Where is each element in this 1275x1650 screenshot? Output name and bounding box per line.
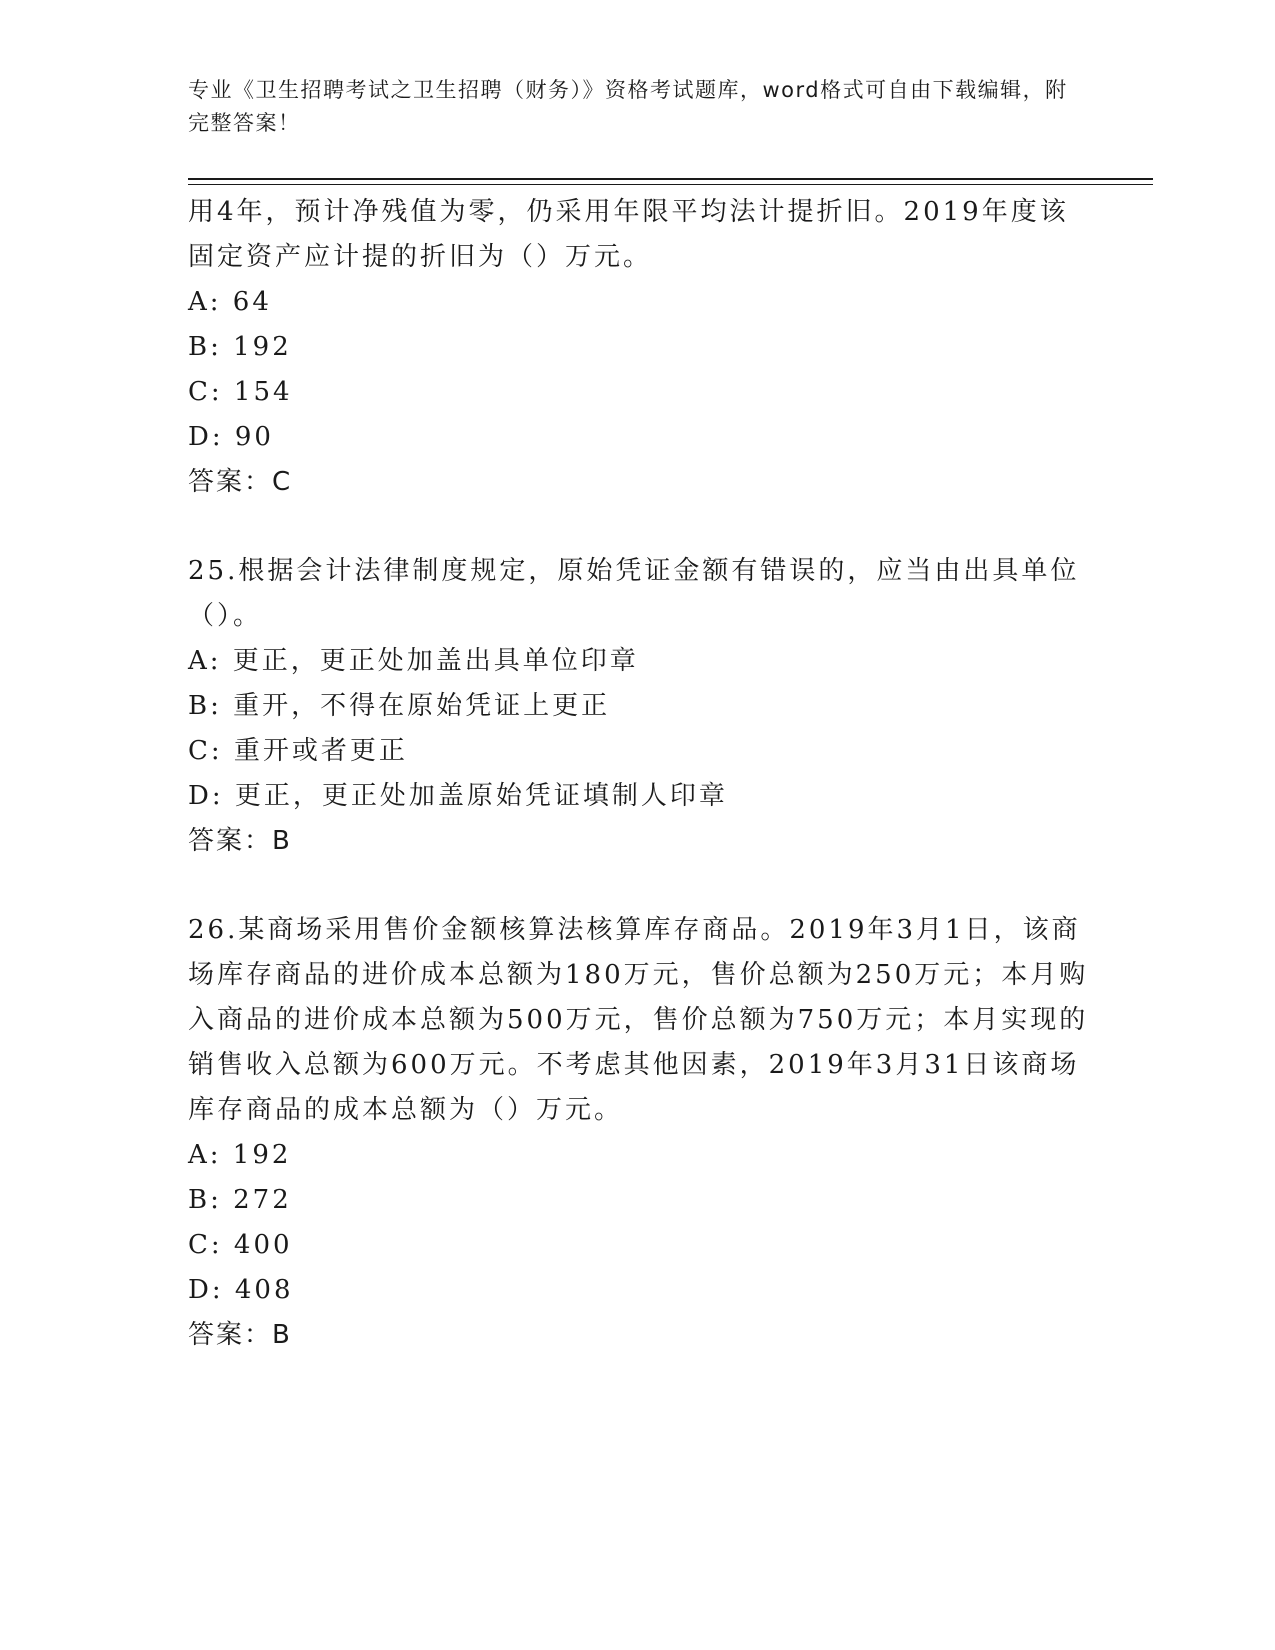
option-c: C: 重开或者更正 [188,736,408,766]
option-b: B: 272 [188,1185,292,1215]
question-spacer [188,505,1093,549]
header-divider-thick [188,178,1153,180]
option-d: D: 90 [188,422,274,452]
document-header: 专业《卫生招聘考试之卫生招聘（财务）》资格考试题库，word格式可自由下载编辑，附完整答案！ [188,78,1068,135]
question-24 [188,190,1093,505]
option-a: A: 192 [188,1140,292,1170]
question-25 [188,549,1093,864]
option-b: B: 重开，不得在原始凭证上更正 [188,691,611,721]
answer-label: 答案：C [188,467,293,497]
option-d: D: 408 [188,1275,294,1305]
option-a: A: 64 [188,287,272,317]
answer-label: 答案：B [188,1320,292,1350]
header-divider-thin [188,184,1153,185]
question-spacer [188,864,1093,908]
option-d: D: 更正，更正处加盖原始凭证填制人印章 [188,781,728,811]
option-c: C: 154 [188,377,293,407]
answer-label: 答案：B [188,826,292,856]
question-26 [188,908,1093,1358]
question-stem: 用4年，预计净残值为零，仍采用年限平均法计提折旧。2019年度该固定资产应计提的折旧为（）万元。 [188,197,1069,272]
option-c: C: 400 [188,1230,293,1260]
option-a: A: 更正，更正处加盖出具单位印章 [188,646,639,676]
option-b: B: 192 [188,332,292,362]
question-stem: 26.某商场采用售价金额核算法核算库存商品。2019年3月1日，该商场库存商品的进价成本总额为180万元，售价总额为250万元；本月购入商品的进价成本总额为500万元，售价总额为750万元；本月实现的销售收入总额为600万元。不考虑其他因素，2019年3月31日该商场库存商品的成本总额为（）万元。 [188,915,1089,1125]
question-list [188,190,1093,1358]
question-stem: 25.根据会计法律制度规定，原始凭证金额有错误的，应当由出具单位（）。 [188,556,1080,631]
